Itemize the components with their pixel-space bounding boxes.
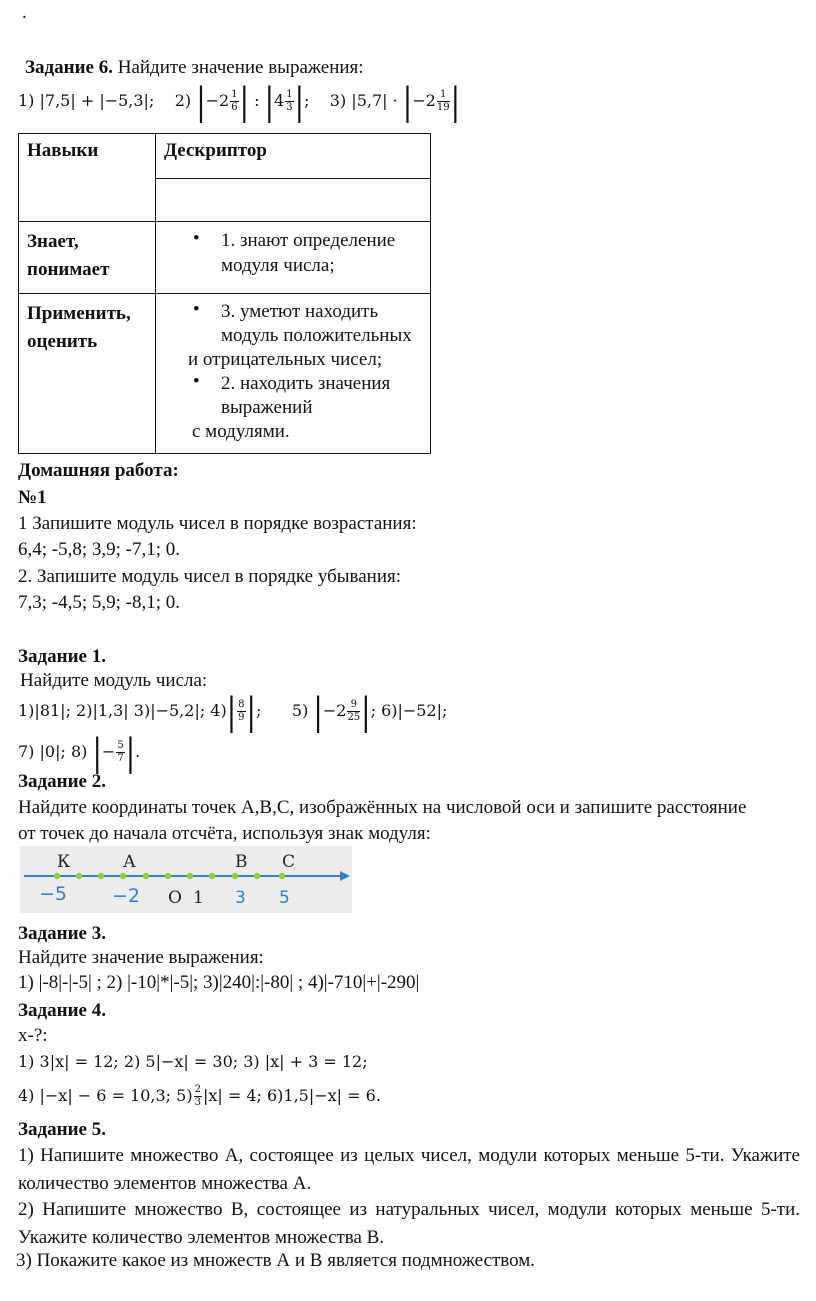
coord-5: 5 [279,888,290,908]
task5-p2: 2) Напишите множество В, состоящее из натуральных чисел, модули которых меньше 5-ти. Укажите количество элементов множества В. [18,1199,800,1248]
axis-tick-dot [76,873,82,879]
task4-frac: $\frac{2}{3}$ [194,1084,201,1108]
axis-tick-dot [54,873,60,879]
task4-text: x-?: [18,1025,48,1046]
axis-tick-dot [120,873,126,879]
stray-dot: . [22,2,27,23]
skills-table [18,133,431,454]
task6-ex3-whole: −2 [412,91,436,110]
task2-text-line2: от точек до начала отсчёта, используя знак модуля: [18,823,431,844]
point-label-k: К [57,852,71,872]
point-label-a: А [123,852,136,872]
homework-q2-values: 7,3; -4,5; 5,9; -8,1; 0. [18,592,181,613]
homework-q2: 2. Запишите модуль чисел в порядке убывания: [18,566,402,587]
homework-q1-values: 6,4; -5,8; 3,9; -7,1; 0. [18,539,181,560]
task1-line2: 7) |0|; 8) |− $\frac{5}{7}$ |. [18,729,141,775]
task6-ex3-frac: $\frac{1}{19}$ [436,89,450,113]
task6-ex2-div: : [254,91,260,110]
axis-tick-dot [279,873,285,879]
task4-items-5-6: |x| = 4; 6)1,5|−x| = 6. [202,1086,381,1105]
table-empty-cell [156,179,431,222]
coord-3: 3 [235,888,246,908]
task6-ex1: 1) |7,5| + |−5,3|; [18,91,155,110]
table-header-descriptor: Дескриптор [156,134,431,179]
task1-items-1-4: 1)|81|; 2)|1,3| 3)|−5,2|; 4) [18,701,227,720]
point-label-b: В [235,852,248,872]
task1-line1: 1)|81|; 2)|1,3| 3)|−5,2|; 4)| $\frac{8}{9}$ |; 5) |−2 $\frac{9}{25}$ |; 6)|−52|; [18,688,448,734]
number-line-svg [20,846,352,913]
task1-title: Задание 1. [18,646,106,667]
task5-p3: 3) Покажите какое из множеств А и В является подмножеством. [16,1250,536,1271]
task6-ex2-frac-a: $\frac{1}{6}$ [231,89,238,113]
task1-items-7-8: 7) |0|; 8) [18,742,88,761]
task4-line1: 1) 3|x| = 12; 2) 5|−x| = 30; 3) |x| + 3 = 12; [18,1052,368,1071]
task6-expressions: 1) |7,5| + |−5,3|; 2) |−2 $\frac{1}{6}$ | : |4 $\frac{1}{3}$ |; 3) |5,7| · |−2 $\frac{1}{19}$ | [18,78,460,124]
task1-frac-5: $\frac{9}{25}$ [347,699,361,723]
table-row-knows-label: Знает, понимает [19,222,156,294]
task6-ex2-whole: −2 [205,91,230,110]
point-label-c: С [282,852,296,872]
unit-label: 1 [193,888,204,908]
task4-items-4-5: 4) |−x| − 6 = 10,3; 5) [18,1086,193,1105]
task2-text-line1: Найдите координаты точек A,B,C, изображённых на числовой оси и запишите расстояние [18,797,747,818]
coord-minus2: −2 [112,885,141,907]
task1-frac-4: $\frac{8}{9}$ [238,699,245,723]
axis-tick-dot [209,873,215,879]
task6-title: Задание 6. [25,57,113,78]
task6-text: Найдите значение выражения: [117,57,364,78]
homework-number: №1 [18,487,47,508]
axis-tick-dot [232,873,238,879]
task1-item8-minus: − [101,742,116,761]
axis-tick-dot [143,873,149,879]
task6-ex2-whole-b: 4 [274,91,285,110]
axis-tick-dot [165,873,171,879]
task1-item8-end: . [135,742,141,761]
task6-ex2-label: 2) [174,91,192,110]
axis-tick-dot [187,873,193,879]
task3-title: Задание 3. [18,923,106,944]
task5-p1: 1) Напишите множество А, состоящее из целых чисел, модули которых меньше 5-ти. Укажите количество элементов множества А. [18,1145,800,1194]
bullet-dot: • [193,228,200,249]
axis-tick-dot [254,873,260,879]
table-header-skills: Навыки [19,134,156,222]
bullet-dot: • [193,371,200,392]
task5-title: Задание 5. [18,1119,106,1140]
axis-arrow-icon [340,871,350,881]
homework-title: Домашняя работа: [18,460,179,481]
task3-items: 1) |-8|-|-5| ; 2) |-10|*|-5|; 3)|240|:|-80| ; 4)|-710|+|-290| [18,972,420,993]
task1-frac-8: $\frac{5}{7}$ [117,740,124,764]
task1-text: Найдите модуль числа: [20,670,208,691]
table-row-knows-descriptor: • 1. знают определение модуля числа; [156,222,431,294]
table-row-apply-descriptor: • 3. уметют находить модуль положительных и отрицательных чисел; • 2. находить значения выражений с модулями. [156,294,431,454]
task6-heading [25,57,364,79]
coord-minus5: −5 [39,883,68,905]
task1-item6: ; 6)|−52|; [370,701,448,720]
table-row-apply-label: Применить, оценить [19,294,156,454]
task6-ex2-frac-b: $\frac{1}{3}$ [286,89,293,113]
task6-ex3: 3) |5,7| · [329,91,398,110]
task4-title: Задание 4. [18,1000,106,1021]
origin-label: O [168,888,182,908]
number-line-figure [20,846,352,913]
task1-semicolon: ; [255,701,262,720]
task1-item5-label: 5) [291,701,309,720]
task4-line2 [18,1084,381,1109]
task6-ex2-end: ; [304,91,310,110]
task1-item5-whole: −2 [322,701,347,720]
homework-q1: 1 Запишите модуль чисел в порядке возрастания: [18,513,417,534]
task2-title: Задание 2. [18,771,106,792]
task3-text: Найдите значение выражения: [18,947,264,968]
bullet-dot: • [193,299,200,320]
axis-tick-dot [98,873,104,879]
